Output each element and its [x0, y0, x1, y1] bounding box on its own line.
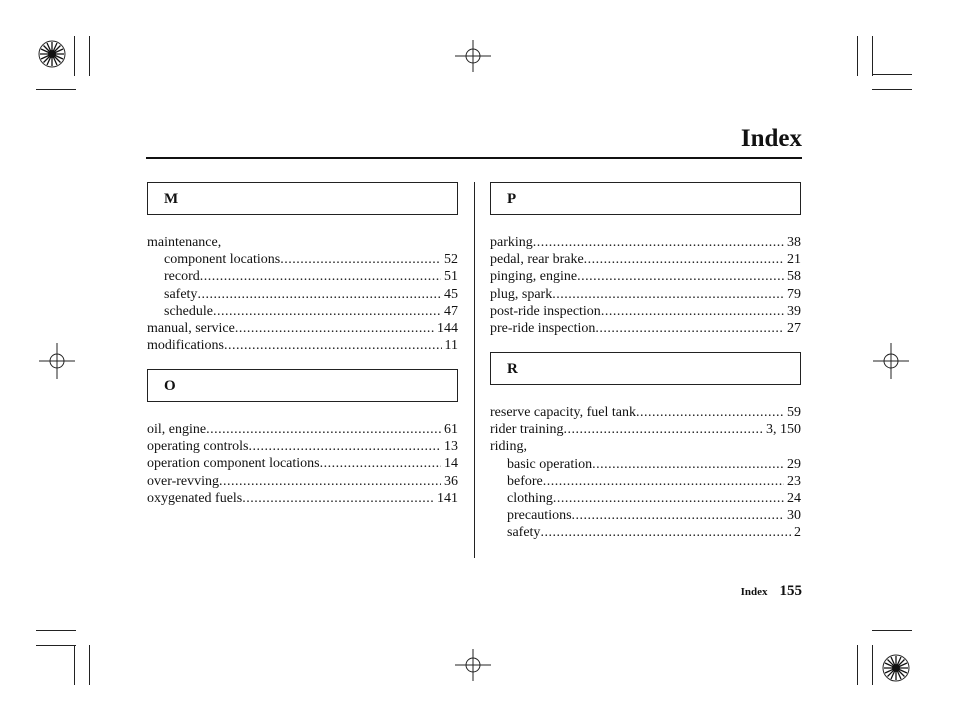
page-title: Index: [740, 125, 802, 152]
index-entry: manual, service ..... 144: [147, 320, 458, 337]
title-rule: [146, 157, 802, 159]
index-entry: precautions ..... 30: [490, 507, 801, 524]
index-entry: safety ..... 45: [147, 286, 458, 303]
page-number: 155: [779, 583, 802, 599]
crosshair-mark-icon: [455, 40, 491, 72]
index-entry: reserve capacity, fuel tank ..... 59: [490, 404, 801, 421]
crosshair-mark-icon: [39, 343, 75, 379]
index-entry: record ..... 51: [147, 268, 458, 285]
section-header-r: R: [490, 352, 801, 385]
index-entry: pre-ride inspection ..... 27: [490, 320, 801, 337]
index-entry: before ..... 23: [490, 473, 801, 490]
index-entry: operating controls ..... 13: [147, 438, 458, 455]
index-entry: riding,: [490, 439, 527, 455]
section-header-o: O: [147, 369, 458, 402]
index-entry: pinging, engine ..... 58: [490, 268, 801, 285]
section-header-m: M: [147, 182, 458, 215]
index-list-p: [490, 234, 801, 337]
page-footer: [741, 582, 802, 600]
registration-target-icon: [32, 36, 72, 76]
index-entry: pedal, rear brake ..... 21: [490, 251, 801, 268]
index-entry: component locations ..... 52: [147, 251, 458, 268]
crosshair-mark-icon: [455, 649, 491, 681]
index-entry: over-revving ..... 36: [147, 473, 458, 490]
section-header-p: P: [490, 182, 801, 215]
footer-label: Index: [740, 586, 768, 598]
index-entry: maintenance,: [147, 235, 222, 250]
column-divider: [474, 182, 475, 558]
index-entry: plug, spark ..... 79: [490, 286, 801, 303]
index-entry: safety ..... 2: [490, 524, 801, 541]
index-list-r: [490, 404, 801, 542]
index-list-m: [147, 234, 458, 354]
index-entry: rider training ..... 3, 150: [490, 421, 801, 438]
registration-target-icon: [876, 648, 916, 688]
index-entry: modifications ..... 11: [147, 337, 458, 354]
index-list-o: [147, 421, 458, 507]
index-entry: clothing ..... 24: [490, 490, 801, 507]
index-entry: oxygenated fuels ..... 141: [147, 490, 458, 507]
index-entry: basic operation ..... 29: [490, 456, 801, 473]
index-entry: operation component locations ..... 14: [147, 455, 458, 472]
crosshair-mark-icon: [873, 343, 909, 379]
index-entry: schedule ..... 47: [147, 303, 458, 320]
index-entry: post-ride inspection ..... 39: [490, 303, 801, 320]
index-entry: parking ..... 38: [490, 234, 801, 251]
index-entry: oil, engine ..... 61: [147, 421, 458, 438]
